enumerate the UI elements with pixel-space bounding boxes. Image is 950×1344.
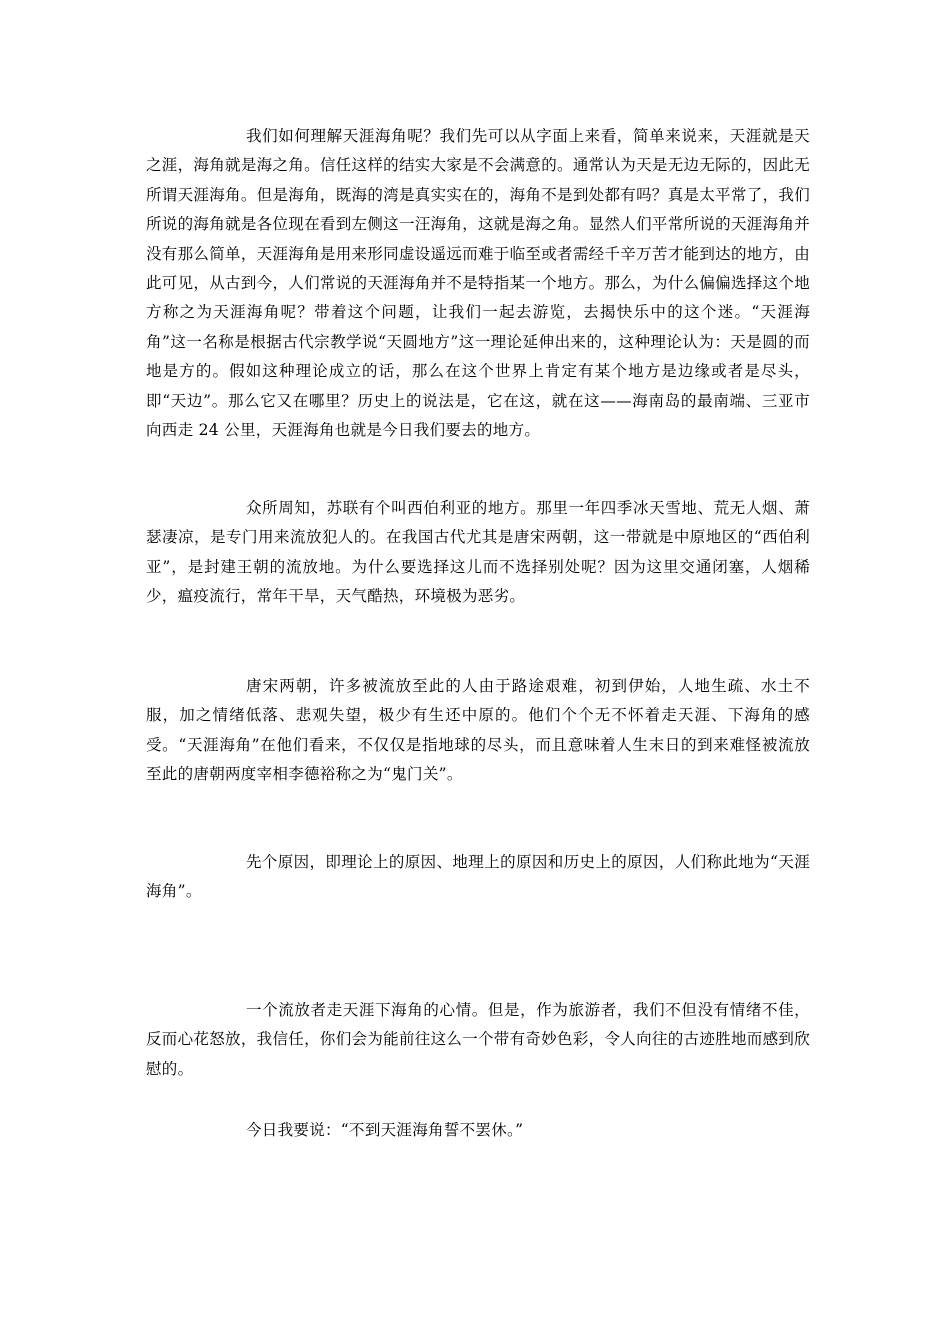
paragraph-reasons: 先个原因，即理论上的原因、地理上的原因和历史上的原因，人们称此地为“天涯海角”。	[146, 853, 810, 901]
paragraph-closing: 今日我要说：“不到天涯海角誓不罢休。”	[246, 1121, 524, 1139]
paragraph-tourists: 一个流放者走天涯下海角的心情。但是，作为旅游者，我们不但没有情绪不佳，反而心花怒放，我信任，你们会为能前往这么一个带有奇妙色彩，令人向往的古迹胜地而感到欣慰的。	[146, 1001, 810, 1078]
paragraph-intro: 我们如何理解天涯海角呢？我们先可以从字面上来看，简单来说来，天涯就是天之涯，海角就是海之角。信任这样的结实大家是不会满意的。通常认为天是无边无际的，因此无所谓天涯海角。但是海角，既海的湾是真实实在的，海角不是到处都有吗？真是太平常了，我们所说的海角就是各位现在看到左侧这一汪海角，这就是海之角。显然人们平常所说的天涯海角并没有那么简单，天涯海角是用来形同虚设遥远而难于临至或者需经千辛万苦才能到达的地方，由此可见，从古到今，人们常说的天涯海角并不是特指某一个地方。那么，为什么偏偏选择这个地方称之为天涯海角呢？带着这个问题，让我们一起去游览，去揭快乐中的这个迷。“天涯海角”这一名称是根据古代宗教学说“天圆地方”这一理论延伸出来的，这种理论认为：天是圆的而地是方的。假如这种理论成立的话，那么在这个世界上肯定有某个地方是边缘或者是尽头，即“天边”。那么它又在哪里？历史上的说法是，它在这，就在这——海南岛的最南端、三亚市向西走 24 公里，天涯海角也就是今日我们要去的地方。	[146, 127, 810, 440]
paragraph-exiles: 唐宋两朝，许多被流放至此的人由于路途艰难，初到伊始，人地生疏、水土不服，加之情绪低落、悲观失望，极少有生还中原的。他们个个无不怀着走天涯、下海角的感受。“天涯海角”在他们看来，不仅仅是指地球的尽头，而且意味着人生末日的到来难怪被流放至此的唐朝两度宰相李德裕称之为“鬼门关”。	[146, 677, 810, 784]
paragraph-siberia: 众所周知，苏联有个叫西伯利亚的地方。那里一年四季冰天雪地、荒无人烟、萧瑟凄凉，是专门用来流放犯人的。在我国古代尤其是唐宋两朝，这一带就是中原地区的“西伯利亚”，是封建王朝的流放地。为什么要选择这儿而不选择别处呢？因为这里交通闭塞，人烟稀少，瘟疫流行，常年干旱，天气酷热，环境极为恶劣。	[146, 499, 810, 606]
